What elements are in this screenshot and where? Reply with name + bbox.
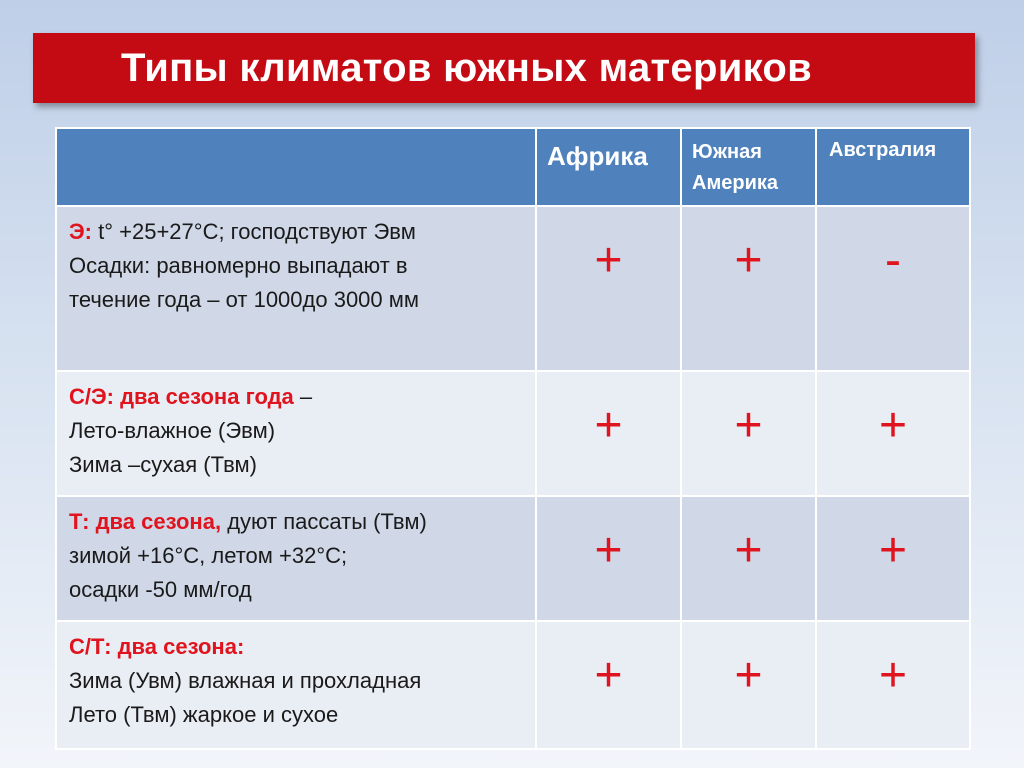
row-line3: Зима –сухая (Твм) (69, 452, 257, 477)
row-description (56, 621, 536, 749)
row-line3: Лето (Твм) жаркое и сухое (69, 702, 339, 727)
mark-africa: + (536, 621, 681, 749)
header-empty-cell (56, 128, 536, 206)
row-heading: Т: два сезона, (69, 509, 222, 534)
mark-australia: - (816, 206, 970, 371)
row-description (56, 206, 536, 371)
header-australia: Австралия (816, 128, 970, 206)
row-heading-suffix: – (293, 384, 313, 409)
table-row-subtropical (56, 621, 970, 749)
climate-table (55, 127, 971, 750)
row-heading: С/Э: два сезона года (69, 384, 294, 409)
title-banner (33, 33, 975, 103)
row-line3: течение года – от 1000до 3000 мм (69, 287, 420, 312)
mark-south-america: + (681, 621, 816, 749)
mark-africa: + (536, 206, 681, 371)
table-row-subequatorial (56, 371, 970, 496)
header-row (56, 128, 970, 206)
mark-south-america: + (681, 496, 816, 621)
row-line1: t° +25+27°С; господствуют Эвм (98, 219, 416, 244)
mark-africa: + (536, 371, 681, 496)
mark-south-america: + (681, 371, 816, 496)
row-line2: зимой +16°С, летом +32°С; (69, 543, 348, 568)
table-row-tropical (56, 496, 970, 621)
mark-australia: + (816, 621, 970, 749)
mark-australia: + (816, 496, 970, 621)
slide-title: Типы климатов южных материков (121, 45, 813, 90)
header-south-america-line2: Америка (692, 172, 779, 194)
row-heading: С/Т: два сезона: (69, 634, 245, 659)
mark-south-america: + (681, 206, 816, 371)
header-south-america (681, 128, 816, 206)
row-description (56, 371, 536, 496)
row-line2: Лето-влажное (Эвм) (69, 418, 276, 443)
row-description (56, 496, 536, 621)
row-heading-suffix: дуют пассаты (Твм) (221, 509, 427, 534)
header-africa: Африка (536, 128, 681, 206)
climate-code: Э: (69, 219, 92, 244)
header-south-america-line1: Южная (692, 141, 762, 163)
mark-africa: + (536, 496, 681, 621)
row-line2: Осадки: равномерно выпадают в (69, 253, 408, 278)
mark-australia: + (816, 371, 970, 496)
row-line3: осадки -50 мм/год (69, 577, 252, 602)
table-row-equatorial (56, 206, 970, 371)
row-line2: Зима (Увм) влажная и прохладная (69, 668, 422, 693)
